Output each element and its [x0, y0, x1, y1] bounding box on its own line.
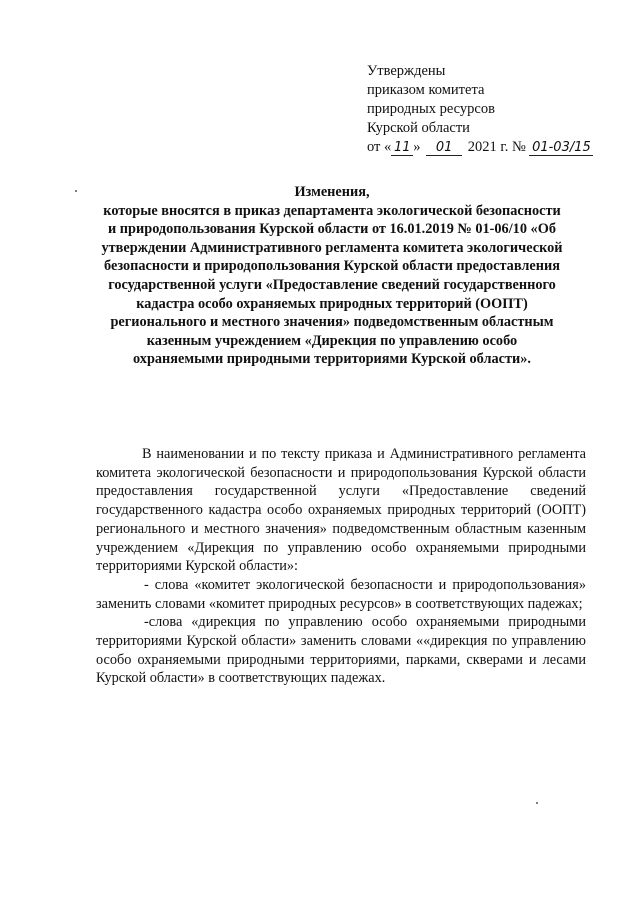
handwritten-day: 11	[391, 141, 413, 156]
title-line: охраняемыми природными территориями Курской области».	[133, 351, 531, 368]
title-line: которые вносятся в приказ департамента экологической безопасности	[103, 202, 561, 219]
approval-line-committee: природных ресурсов	[367, 101, 495, 117]
body-paragraph: В наименовании и по тексту приказа и Административного регламента комитета экологической безопасности и природопользования Курской области предоставления государственной услуги «Предоставление сведений государственного кадастра особо охраняемых природных территорий (ООПТ) регионального и местного значения» подведомственным областным казенным учреждением «Дирекция по управлению особо охраняемыми природными территориями Курской области»:	[96, 446, 586, 575]
document-title	[88, 183, 576, 369]
title-line: государственной услуги «Предоставление сведений государственного	[108, 276, 556, 293]
approval-date-line	[367, 138, 627, 157]
title-line: утверждении Административного регламента комитета экологической	[101, 239, 563, 256]
handwritten-month: 01	[426, 141, 462, 156]
date-separator: »	[413, 139, 421, 155]
document-body	[96, 445, 586, 688]
title-line: кадастра особо охраняемых природных территорий (ООПТ)	[136, 295, 528, 312]
approval-stamp	[367, 62, 627, 157]
change-item-2: -слова «дирекция по управлению особо охраняемыми природными территориями Курской области» заменить словами ««дирекция по управлению особо охраняемыми природными территориями, парками, скверами и лесами Курской области» в соответствующих падежах.	[96, 614, 586, 687]
approval-line-order: приказом комитета	[367, 82, 485, 98]
title-line: казенным учреждением «Дирекция по управлению особо	[146, 332, 518, 349]
title-line: и природопользования Курской области от 16.01.2019 № 01-06/10 «Об	[108, 221, 556, 238]
title-line: Изменения,	[294, 184, 370, 200]
handwritten-order-number: 01-03/15	[529, 141, 593, 156]
approval-line-approved: Утверждены	[367, 63, 446, 79]
date-year: 2021 г. №	[467, 139, 526, 155]
title-line: безопасности и природопользования Курской области предоставления	[104, 258, 560, 275]
approval-line-region: Курской области	[367, 120, 470, 136]
date-prefix: от «	[367, 139, 392, 155]
change-item-1: - слова «комитет экологической безопасности и природопользования» заменить словами «комитет природных ресурсов» в соответствующих падежах;	[96, 576, 586, 612]
scan-speck	[75, 190, 77, 192]
title-line: регионального и местного значения» подведомственным областным	[110, 314, 554, 331]
scan-speck	[536, 802, 538, 804]
